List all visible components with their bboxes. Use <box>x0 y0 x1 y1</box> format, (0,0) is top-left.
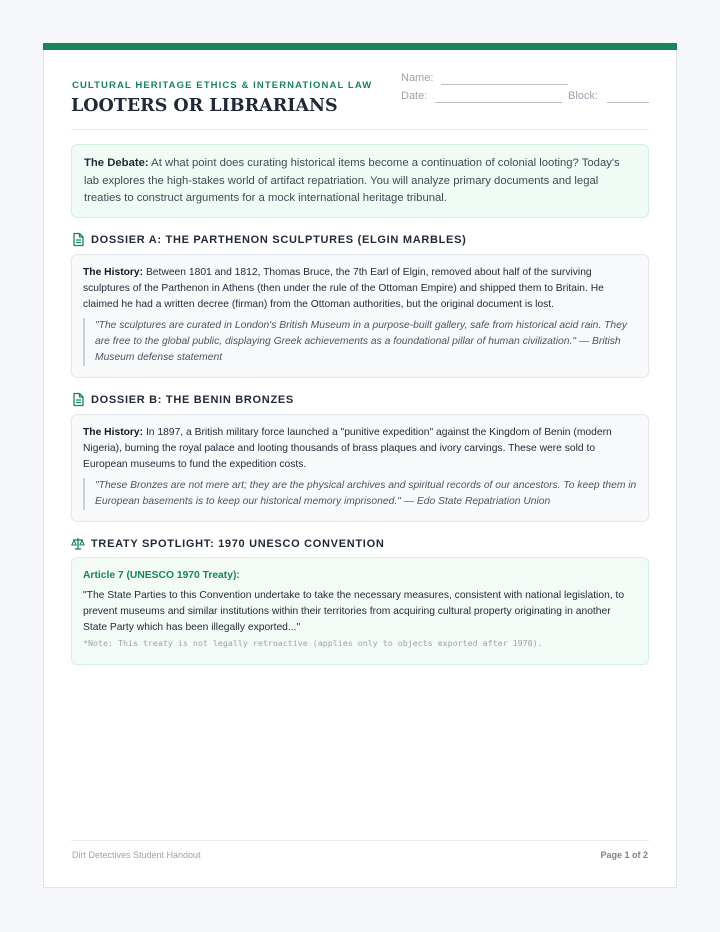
debate-label: The Debate: <box>84 157 149 169</box>
treaty-note: *Note: This treaty is not legally retroactive (applies only to objects exported after 1970). <box>83 638 543 648</box>
page-number-text: Page 1 of 2 <box>600 850 648 860</box>
block-label: Block: <box>568 90 598 102</box>
handout-page <box>43 43 677 888</box>
name-field[interactable] <box>441 84 568 85</box>
course-eyebrow: CULTURAL HERITAGE ETHICS & INTERNATIONAL LAW <box>72 80 373 91</box>
history-label: The History: <box>83 267 144 278</box>
dossier-b-history <box>83 425 637 472</box>
history-text: In 1897, a British military force launched a "punitive expedition" against the Kingdom of Benin (modern Nigeria), burning the royal palace and looting thousands of brass plaques and ivory carvings. These were sold to European museums to fund the expedition costs. <box>83 427 612 470</box>
treaty-article: Article 7 (UNESCO 1970 Treaty): <box>83 570 240 581</box>
dossier-a-quote: "The sculptures are curated in London's British Museum in a purpose-built gallery, safe from historical acid rain. They are free to the global public, displaying Greek achievements as a foundational pillar of human civilization." — British Museum defense statement <box>83 318 637 366</box>
block-field[interactable] <box>607 102 649 103</box>
history-label: The History: <box>83 427 144 438</box>
debate-callout <box>71 144 649 218</box>
footer-title: Dirt Detectives Student Handout <box>72 850 201 860</box>
treaty-title: TREATY SPOTLIGHT: 1970 UNESCO CONVENTION <box>91 537 385 550</box>
page-title: LOOTERS OR LIBRARIANS <box>71 96 338 116</box>
history-text: Between 1801 and 1812, Thomas Bruce, the 7th Earl of Elgin, removed about half of the surviving sculptures of the Parthenon in Athens (then under the rule of the Ottoman Empire) and shipped them to Britain. He claimed he had a written decree (firman) from the Ottoman authorities, but the original document is lost. <box>83 267 604 310</box>
accent-bar <box>43 43 677 50</box>
treaty-card <box>71 557 649 665</box>
treaty-heading <box>71 536 384 551</box>
footer-divider <box>71 840 649 841</box>
document-icon <box>71 392 85 407</box>
dossier-a-card <box>71 254 649 378</box>
document-icon <box>71 232 85 247</box>
dossier-b-heading <box>71 392 294 407</box>
header-divider <box>71 129 649 130</box>
debate-text: At what point does curating historical items become a continuation of colonial looting? Today's lab explores the high-stakes world of artifact repatriation. You will analyze primary documents and legal treaties to construct arguments for a mock international heritage tribunal. <box>84 157 620 204</box>
dossier-b-title: DOSSIER B: THE BENIN BRONZES <box>91 393 294 406</box>
dossier-a-heading <box>71 232 467 247</box>
dossier-a-title: DOSSIER A: THE PARTHENON SCULPTURES (ELGIN MARBLES) <box>91 233 467 246</box>
date-field[interactable] <box>435 102 562 103</box>
date-label: Date: <box>401 90 428 102</box>
dossier-b-quote: "These Bronzes are not mere art; they are the physical archives and spiritual records of our ancestors. To keep them in European basements is to keep our historical memory imprisoned." — Edo State Repatriation Union <box>83 478 637 510</box>
dossier-b-card <box>71 414 649 522</box>
treaty-text: "The State Parties to this Convention undertake to take the necessary measures, consistent with national legislation, to prevent museums and similar institutions within their territories from acquiring cultural property originating in another State Party which has been illegally exported..." <box>83 590 625 633</box>
dossier-a-history <box>83 265 637 312</box>
page-number <box>600 850 648 860</box>
scale-icon <box>71 536 85 551</box>
name-label: Name: <box>401 72 434 84</box>
